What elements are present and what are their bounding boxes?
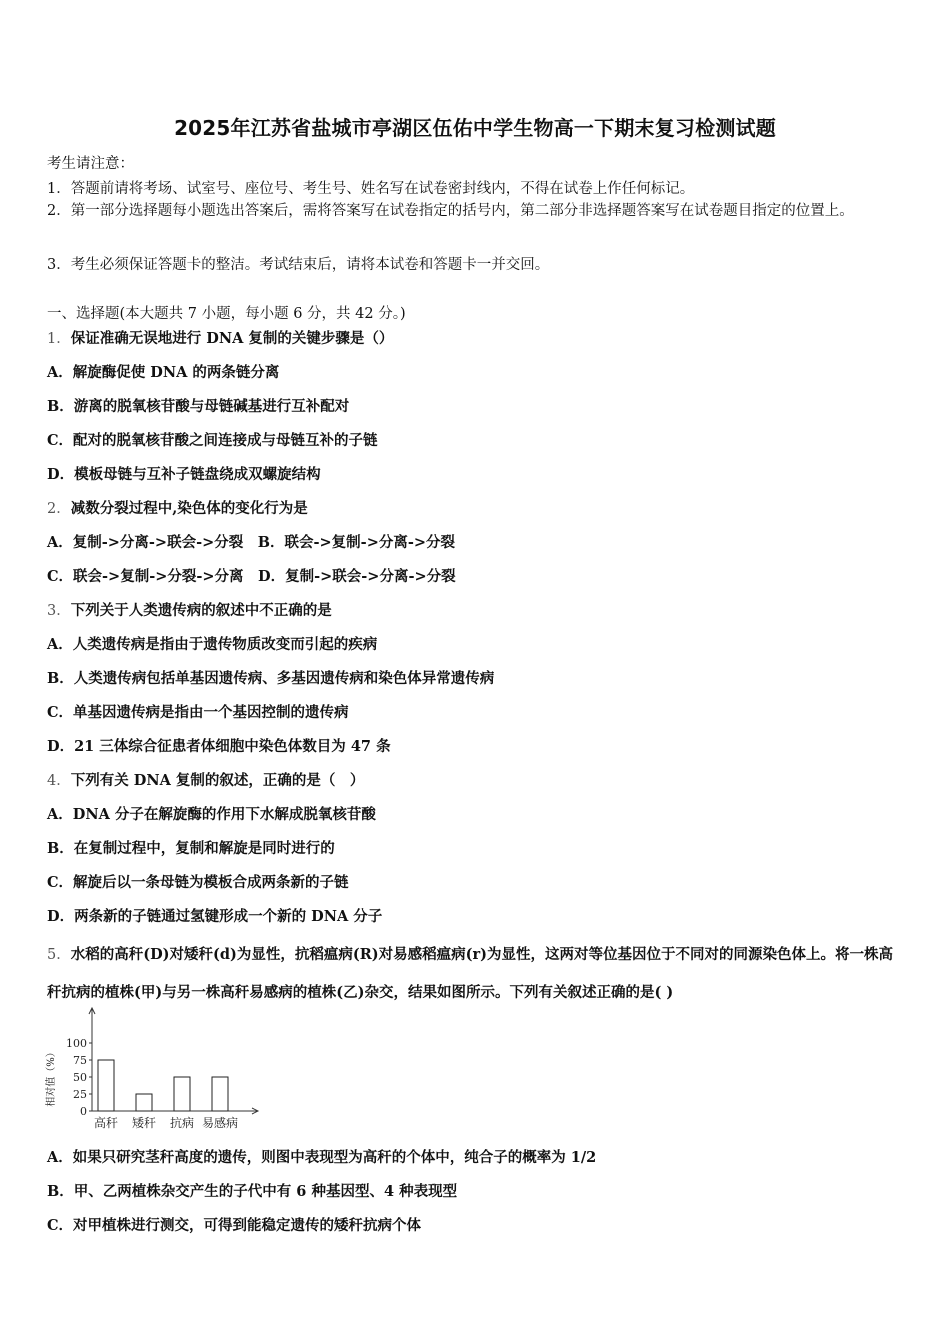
question-4	[47, 769, 364, 790]
question-stem: 下列关于人类遗传病的叙述中不正确的是	[70, 602, 332, 619]
question-number: 5．	[47, 947, 71, 963]
question-stem: 保证准确无误地进行 DNA 复制的关键步骤是（）	[70, 330, 394, 347]
bar-4	[212, 1077, 228, 1111]
q4-option-d: D．两条新的子链通过氢键形成一个新的 DNA 分子	[47, 908, 383, 925]
notice-heading: 考生请注意：	[47, 156, 134, 172]
page-title: 2025年江苏省盐城市亭湖区伍佑中学生物高一下期末复习检测试题	[174, 116, 776, 140]
q4-option-c: C．解旋后以一条母链为模板合成两条新的子链	[47, 874, 349, 891]
question-number: 4．	[47, 773, 71, 789]
question-number: 3．	[47, 603, 71, 619]
notice-item-3: 3．考生必须保证答题卡的整洁。考试结束后，请将本试卷和答题卡一并交回。	[47, 257, 550, 273]
question-stem: 减数分裂过程中,染色体的变化行为是	[70, 500, 308, 517]
q1-option-a: A．解旋酶促使 DNA 的两条链分离	[47, 364, 280, 381]
q4-option-b: B．在复制过程中，复制和解旋是同时进行的	[47, 840, 335, 857]
q2-options-cd: C．联会->复制->分裂->分离 D．复制->联会->分离->分裂	[47, 568, 456, 585]
q5-option-c: C．对甲植株进行测交，可得到能稳定遗传的矮秆抗病个体	[47, 1217, 422, 1234]
q3-option-c: C．单基因遗传病是指由一个基因控制的遗传病	[47, 704, 349, 721]
q1-option-b: B．游离的脱氧核苷酸与母链碱基进行互补配对	[47, 398, 350, 415]
section-heading: 一、选择题(本大题共 7 小题，每小题 6 分，共 42 分。)	[47, 306, 406, 322]
y-tick-label: 50	[73, 1071, 87, 1084]
bar-1	[98, 1060, 114, 1111]
question-2	[47, 497, 308, 518]
q1-option-d: D．模板母链与互补子链盘绕成双螺旋结构	[47, 466, 321, 483]
q5-option-b: B．甲、乙两植株杂交产生的子代中有 6 种基因型、4 种表现型	[47, 1183, 458, 1200]
x-tick-label: 易感病	[201, 1116, 239, 1130]
question-stem: 下列有关 DNA 复制的叙述，正确的是（ ）	[70, 772, 365, 789]
q1-option-c: C．配对的脱氧核苷酸之间连接成与母链互补的子链	[47, 432, 378, 449]
q5-option-a: A．如果只研究茎秆高度的遗传，则图中表现型为高秆的个体中，纯合子的概率为 1/2	[47, 1149, 597, 1166]
question-stem: 水稻的高秆(D)对矮秆(d)为显性，抗稻瘟病(R)对易感稻瘟病(r)为显性，这两对等位基因位于不同对的同源染色体上。将一株高秆抗病的植株(甲)与另一株高秆易感病的植株(乙)杂交，结果如图所示。下列有关叙述正确的是( )	[47, 946, 894, 1001]
y-tick-label: 25	[73, 1088, 87, 1101]
q2-options-ab: A．复制->分离->联会->分裂 B．联会->复制->分离->分裂	[47, 534, 456, 551]
q3-option-b: B．人类遗传病包括单基因遗传病、多基因遗传病和染色体异常遗传病	[47, 670, 495, 687]
bar-chart	[44, 1005, 264, 1135]
question-1	[47, 327, 393, 348]
question-number: 2．	[47, 501, 71, 517]
y-axis-label: 相对值（%）	[46, 1047, 57, 1107]
bar-2	[136, 1094, 152, 1111]
question-number: 1．	[47, 331, 71, 347]
q4-option-a: A．DNA 分子在解旋酶的作用下水解成脱氧核苷酸	[47, 806, 376, 823]
x-tick-label: 抗病	[169, 1116, 195, 1130]
notice-item-2: 2．第一部分选择题每小题选出答案后，需将答案写在试卷指定的括号内，第二部分非选择题答案写在试卷题目指定的位置上。	[47, 203, 854, 219]
y-tick-label: 0	[80, 1105, 87, 1118]
q3-option-d: D．21 三体综合征患者体细胞中染色体数目为 47 条	[47, 738, 391, 755]
y-tick-label: 75	[73, 1054, 87, 1067]
x-tick-label: 高秆	[93, 1116, 119, 1130]
question-5	[47, 936, 905, 1012]
notice-item-1: 1．答题前请将考场、试室号、座位号、考生号、姓名写在试卷密封线内，不得在试卷上作任何标记。	[47, 181, 695, 197]
q3-option-a: A．人类遗传病是指由于遗传物质改变而引起的疾病	[47, 636, 378, 653]
question-3	[47, 599, 332, 620]
bar-3	[174, 1077, 190, 1111]
y-tick-label: 100	[66, 1037, 87, 1050]
x-tick-label: 矮秆	[131, 1116, 157, 1130]
